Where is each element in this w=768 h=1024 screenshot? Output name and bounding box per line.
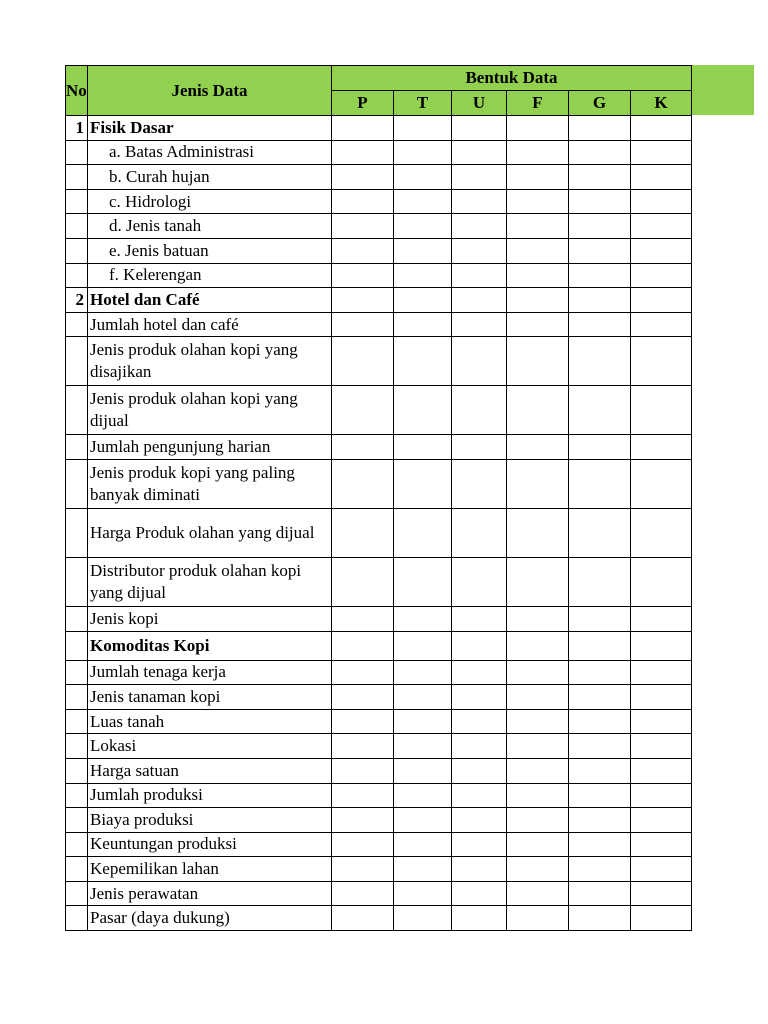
cell-k[interactable] [631,214,692,239]
cell-k[interactable] [631,808,692,833]
row-number [66,337,88,386]
row-label: Biaya produksi [88,808,332,833]
cell-k[interactable] [631,435,692,460]
cell-k[interactable] [631,734,692,759]
cell-u[interactable] [452,832,507,857]
cell-u[interactable] [452,508,507,557]
cell-u[interactable] [452,906,507,931]
cell-k[interactable] [631,337,692,386]
cell-t[interactable] [394,165,452,190]
row-number [66,263,88,288]
table-row [66,832,692,857]
row-number [66,734,88,759]
row-label: e. Jenis batuan [88,238,332,263]
table-row [66,709,692,734]
table-row [66,606,692,631]
cell-f[interactable] [507,631,569,660]
row-label: Keuntungan produksi [88,832,332,857]
cell-t[interactable] [394,435,452,460]
header-col-p: P [332,91,394,116]
table-row [66,685,692,710]
cell-t[interactable] [394,906,452,931]
row-number [66,758,88,783]
row-label: Jumlah hotel dan café [88,312,332,337]
cell-t[interactable] [394,116,452,141]
cell-f[interactable] [507,832,569,857]
row-label: c. Hidrologi [88,189,332,214]
cell-p[interactable] [332,557,394,606]
cell-u[interactable] [452,116,507,141]
table-row [66,214,692,239]
cell-p[interactable] [332,857,394,882]
cell-g[interactable] [569,808,631,833]
cell-u[interactable] [452,557,507,606]
cell-t[interactable] [394,631,452,660]
row-number [66,631,88,660]
cell-g[interactable] [569,435,631,460]
table-row [66,189,692,214]
row-label: Jenis produk olahan kopi yang disajikan [88,337,332,386]
cell-f[interactable] [507,758,569,783]
cell-p[interactable] [332,832,394,857]
cell-p[interactable] [332,758,394,783]
cell-p[interactable] [332,165,394,190]
header-col-g: G [569,91,631,116]
table-row [66,557,692,606]
cell-g[interactable] [569,386,631,435]
cell-p[interactable] [332,734,394,759]
cell-t[interactable] [394,660,452,685]
cell-f[interactable] [507,660,569,685]
cell-u[interactable] [452,709,507,734]
cell-t[interactable] [394,734,452,759]
row-label: Jumlah produksi [88,783,332,808]
table-row [66,386,692,435]
cell-t[interactable] [394,459,452,508]
cell-g[interactable] [569,857,631,882]
table-row [66,288,692,313]
cell-f[interactable] [507,435,569,460]
table-row [66,238,692,263]
row-number [66,881,88,906]
table-body [66,116,692,931]
cell-t[interactable] [394,238,452,263]
cell-t[interactable] [394,709,452,734]
cell-g[interactable] [569,214,631,239]
row-number [66,557,88,606]
cell-k[interactable] [631,508,692,557]
cell-k[interactable] [631,312,692,337]
cell-k[interactable] [631,606,692,631]
cell-g[interactable] [569,288,631,313]
cell-k[interactable] [631,832,692,857]
cell-f[interactable] [507,238,569,263]
cell-f[interactable] [507,386,569,435]
row-number [66,685,88,710]
cell-f[interactable] [507,214,569,239]
cell-g[interactable] [569,606,631,631]
cell-t[interactable] [394,783,452,808]
cell-p[interactable] [332,606,394,631]
table-row [66,857,692,882]
header-bentuk-data: Bentuk Data [332,66,692,91]
cell-f[interactable] [507,508,569,557]
cell-g[interactable] [569,263,631,288]
cell-u[interactable] [452,660,507,685]
row-label: Hotel dan Café [88,288,332,313]
cell-t[interactable] [394,881,452,906]
cell-g[interactable] [569,140,631,165]
cell-g[interactable] [569,881,631,906]
cell-t[interactable] [394,832,452,857]
row-number [66,165,88,190]
cell-g[interactable] [569,783,631,808]
row-number: 1 [66,116,88,141]
row-number [66,459,88,508]
cell-f[interactable] [507,808,569,833]
cell-g[interactable] [569,165,631,190]
cell-f[interactable] [507,459,569,508]
header-col-f: F [507,91,569,116]
row-label: Fisik Dasar [88,116,332,141]
row-number [66,386,88,435]
cell-u[interactable] [452,459,507,508]
cell-u[interactable] [452,337,507,386]
cell-g[interactable] [569,660,631,685]
table-row [66,337,692,386]
row-label: Pasar (daya dukung) [88,906,332,931]
header-col-t: T [394,91,452,116]
cell-k[interactable] [631,116,692,141]
table-row [66,508,692,557]
cell-t[interactable] [394,312,452,337]
table-row [66,116,692,141]
table-row [66,758,692,783]
cell-t[interactable] [394,214,452,239]
cell-f[interactable] [507,312,569,337]
cell-k[interactable] [631,631,692,660]
cell-p[interactable] [332,660,394,685]
cell-f[interactable] [507,263,569,288]
cell-g[interactable] [569,709,631,734]
row-number [66,508,88,557]
cell-k[interactable] [631,857,692,882]
cell-f[interactable] [507,857,569,882]
table-row [66,906,692,931]
cell-p[interactable] [332,116,394,141]
cell-t[interactable] [394,808,452,833]
cell-p[interactable] [332,459,394,508]
cell-t[interactable] [394,557,452,606]
table-row [66,734,692,759]
cell-f[interactable] [507,288,569,313]
row-number [66,140,88,165]
table-row [66,631,692,660]
cell-k[interactable] [631,459,692,508]
cell-p[interactable] [332,808,394,833]
row-label: Distributor produk olahan kopi yang dijual [88,557,332,606]
cell-u[interactable] [452,783,507,808]
row-number [66,857,88,882]
cell-g[interactable] [569,189,631,214]
table-row [66,263,692,288]
row-number [66,238,88,263]
cell-g[interactable] [569,758,631,783]
table-row [66,881,692,906]
cell-t[interactable] [394,288,452,313]
cell-g[interactable] [569,312,631,337]
cell-p[interactable] [332,214,394,239]
cell-k[interactable] [631,263,692,288]
cell-p[interactable] [332,140,394,165]
table-row [66,660,692,685]
row-number [66,906,88,931]
cell-f[interactable] [507,606,569,631]
cell-g[interactable] [569,685,631,710]
cell-u[interactable] [452,881,507,906]
data-table [65,65,692,931]
row-label: Harga satuan [88,758,332,783]
cell-p[interactable] [332,685,394,710]
header-no: No [66,66,88,116]
row-number [66,783,88,808]
cell-f[interactable] [507,881,569,906]
row-number [66,808,88,833]
row-number [66,214,88,239]
table-row [66,435,692,460]
row-label: Kepemilikan lahan [88,857,332,882]
row-label: d. Jenis tanah [88,214,332,239]
row-number [66,832,88,857]
table-row [66,459,692,508]
cell-u[interactable] [452,140,507,165]
table-row [66,140,692,165]
cell-k[interactable] [631,189,692,214]
cell-k[interactable] [631,881,692,906]
row-label: Jenis produk kopi yang paling banyak diminati [88,459,332,508]
cell-p[interactable] [332,906,394,931]
cell-u[interactable] [452,189,507,214]
cell-f[interactable] [507,165,569,190]
cell-p[interactable] [332,337,394,386]
row-label: f. Kelerengan [88,263,332,288]
cell-f[interactable] [507,189,569,214]
cell-g[interactable] [569,832,631,857]
row-number [66,312,88,337]
cell-u[interactable] [452,734,507,759]
cell-p[interactable] [332,508,394,557]
cell-g[interactable] [569,734,631,759]
cell-u[interactable] [452,288,507,313]
cell-t[interactable] [394,606,452,631]
table-row [66,783,692,808]
cell-k[interactable] [631,758,692,783]
row-number: 2 [66,288,88,313]
header-fill-extension [691,65,754,115]
cell-f[interactable] [507,140,569,165]
cell-t[interactable] [394,508,452,557]
row-number [66,606,88,631]
row-label: Jenis perawatan [88,881,332,906]
row-label: Jenis tanaman kopi [88,685,332,710]
table-row [66,808,692,833]
cell-t[interactable] [394,386,452,435]
cell-t[interactable] [394,189,452,214]
table-row [66,165,692,190]
cell-p[interactable] [332,238,394,263]
cell-p[interactable] [332,386,394,435]
cell-p[interactable] [332,783,394,808]
cell-f[interactable] [507,709,569,734]
row-label: a. Batas Administrasi [88,140,332,165]
cell-f[interactable] [507,337,569,386]
cell-k[interactable] [631,238,692,263]
cell-t[interactable] [394,140,452,165]
cell-g[interactable] [569,459,631,508]
cell-k[interactable] [631,906,692,931]
cell-k[interactable] [631,557,692,606]
cell-u[interactable] [452,758,507,783]
cell-p[interactable] [332,881,394,906]
row-label: b. Curah hujan [88,165,332,190]
cell-u[interactable] [452,312,507,337]
table-row [66,312,692,337]
cell-p[interactable] [332,189,394,214]
cell-p[interactable] [332,435,394,460]
cell-t[interactable] [394,685,452,710]
cell-u[interactable] [452,606,507,631]
cell-g[interactable] [569,631,631,660]
cell-k[interactable] [631,288,692,313]
cell-u[interactable] [452,263,507,288]
cell-u[interactable] [452,214,507,239]
row-label: Luas tanah [88,709,332,734]
cell-g[interactable] [569,116,631,141]
cell-t[interactable] [394,758,452,783]
row-label: Jumlah tenaga kerja [88,660,332,685]
cell-u[interactable] [452,808,507,833]
cell-u[interactable] [452,685,507,710]
cell-u[interactable] [452,386,507,435]
row-number [66,709,88,734]
row-label: Harga Produk olahan yang dijual [88,508,332,557]
row-label: Jenis produk olahan kopi yang dijual [88,386,332,435]
cell-t[interactable] [394,263,452,288]
cell-g[interactable] [569,508,631,557]
cell-p[interactable] [332,312,394,337]
cell-k[interactable] [631,709,692,734]
cell-f[interactable] [507,685,569,710]
cell-g[interactable] [569,557,631,606]
cell-k[interactable] [631,783,692,808]
cell-p[interactable] [332,288,394,313]
cell-t[interactable] [394,857,452,882]
cell-k[interactable] [631,140,692,165]
cell-k[interactable] [631,386,692,435]
cell-k[interactable] [631,660,692,685]
cell-p[interactable] [332,263,394,288]
row-number [66,660,88,685]
cell-u[interactable] [452,435,507,460]
cell-f[interactable] [507,906,569,931]
cell-f[interactable] [507,783,569,808]
row-label: Jumlah pengunjung harian [88,435,332,460]
cell-g[interactable] [569,906,631,931]
row-label: Jenis kopi [88,606,332,631]
header-col-k: K [631,91,692,116]
row-label: Komoditas Kopi [88,631,332,660]
header-col-u: U [452,91,507,116]
row-number [66,435,88,460]
row-label: Lokasi [88,734,332,759]
cell-g[interactable] [569,337,631,386]
cell-f[interactable] [507,557,569,606]
cell-t[interactable] [394,337,452,386]
cell-p[interactable] [332,709,394,734]
header-jenis-data: Jenis Data [88,66,332,116]
cell-f[interactable] [507,734,569,759]
cell-k[interactable] [631,165,692,190]
cell-u[interactable] [452,857,507,882]
cell-f[interactable] [507,116,569,141]
cell-p[interactable] [332,631,394,660]
cell-k[interactable] [631,685,692,710]
row-number [66,189,88,214]
cell-u[interactable] [452,165,507,190]
cell-u[interactable] [452,238,507,263]
cell-u[interactable] [452,631,507,660]
cell-g[interactable] [569,238,631,263]
